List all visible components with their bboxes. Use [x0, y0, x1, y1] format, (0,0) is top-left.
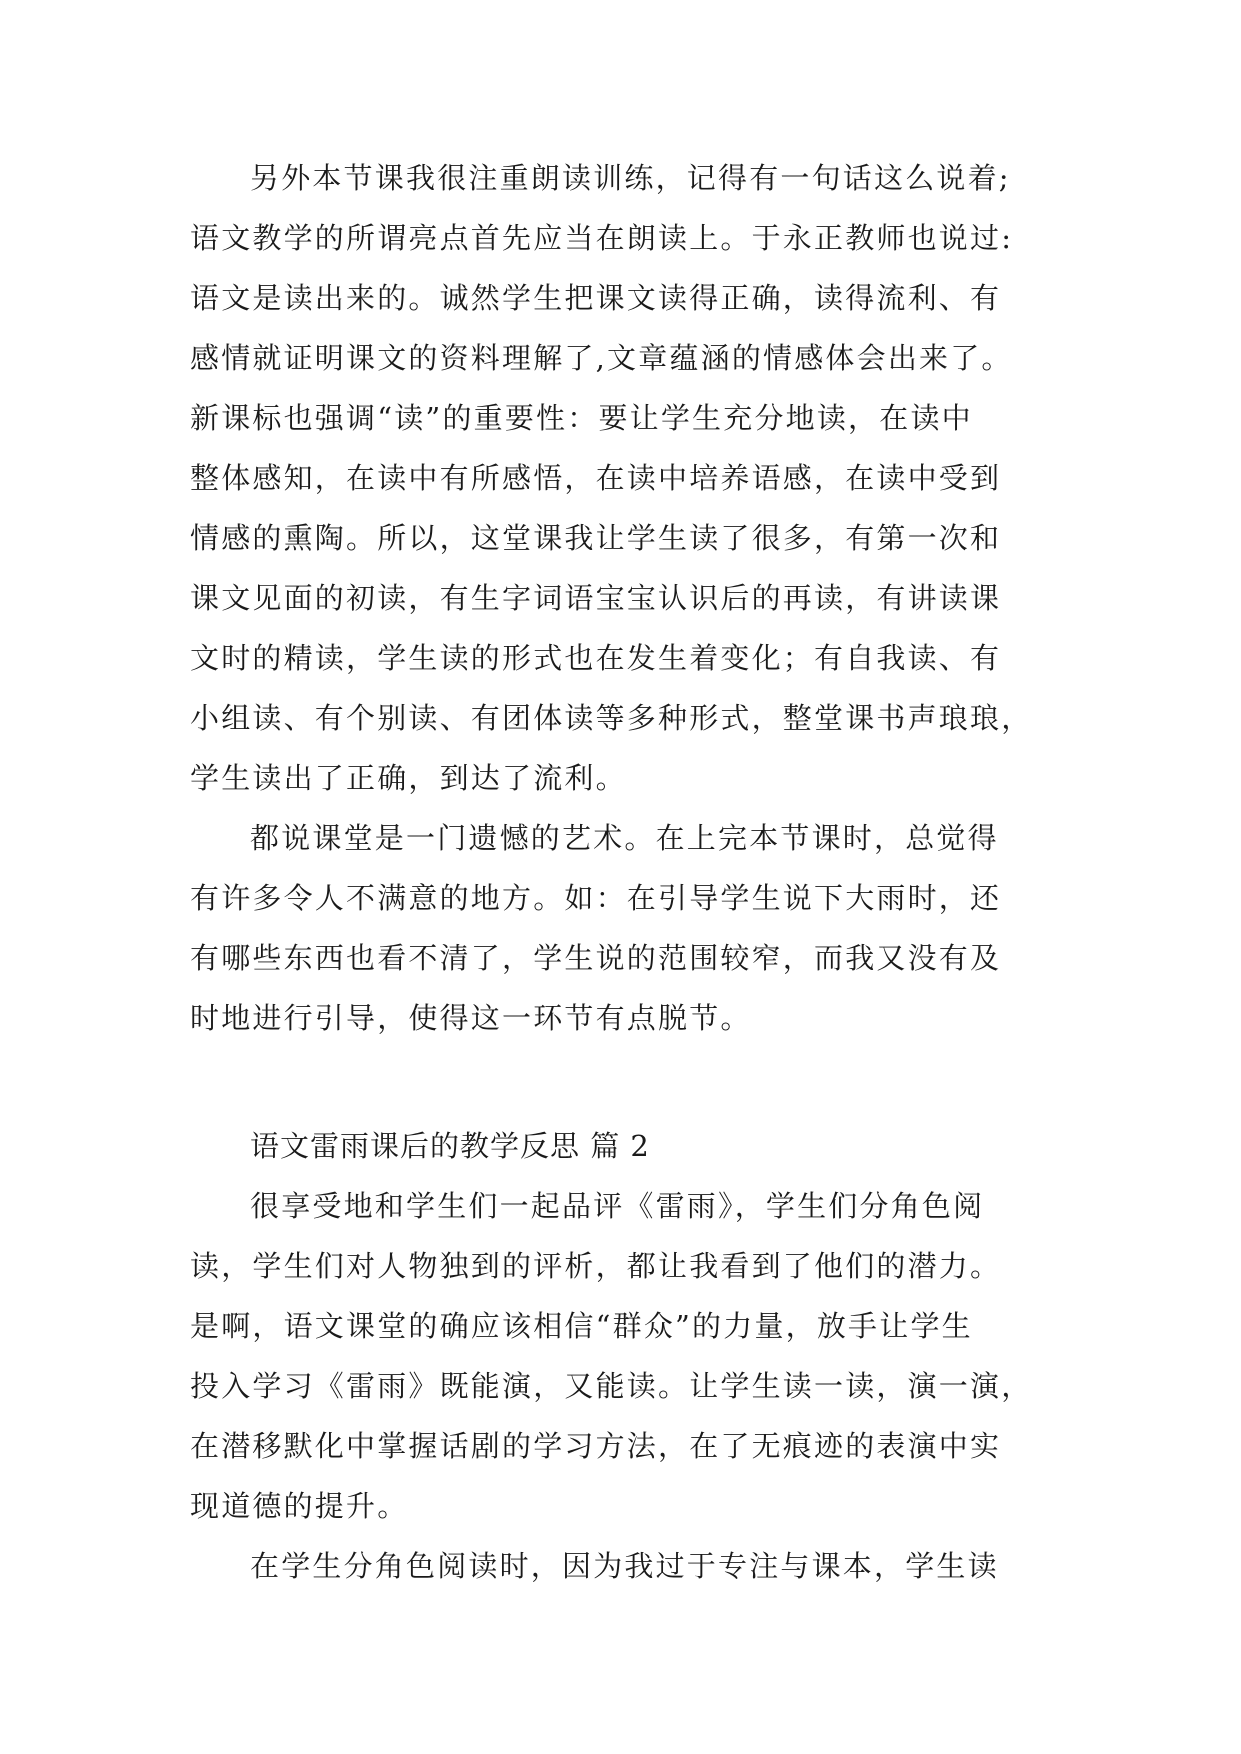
- paragraph-line: 情感的熏陶。所以，这堂课我让学生读了很多，有第一次和: [190, 521, 1002, 555]
- paragraph-line: 有哪些东西也看不清了，学生说的范围较窄，而我又没有及: [190, 941, 1002, 975]
- paragraph-line: 现道德的提升。: [190, 1489, 409, 1523]
- paragraph-line: 整体感知，在读中有所感悟，在读中培养语感，在读中受到: [190, 461, 1002, 495]
- paragraph-line: 读，学生们对人物独到的评析，都让我看到了他们的潜力。: [190, 1249, 1002, 1283]
- section-heading: 语文雷雨课后的教学反思 篇 2: [250, 1129, 650, 1163]
- paragraph-line: 有许多令人不满意的地方。如：在引导学生说下大雨时，还: [190, 881, 1002, 915]
- paragraph-line: 语文是读出来的。诚然学生把课文读得正确，读得流利、有: [190, 281, 1002, 315]
- paragraph-line: 新课标也强调“读”的重要性：要让学生充分地读，在读中: [190, 401, 973, 435]
- paragraph-line: 都说课堂是一门遗憾的艺术。在上完本节课时，总觉得: [250, 821, 999, 855]
- paragraph-line: 很享受地和学生们一起品评《雷雨》，学生们分角色阅: [250, 1189, 985, 1223]
- paragraph-line: 投入学习《雷雨》既能演，又能读。让学生读一读，演一演，: [190, 1369, 1033, 1403]
- paragraph-line: 是啊，语文课堂的确应该相信“群众”的力量，放手让学生: [190, 1309, 973, 1343]
- paragraph-line: 课文见面的初读，有生字词语宝宝认识后的再读，有讲读课: [190, 581, 1002, 615]
- paragraph-line: 另外本节课我很注重朗读训练，记得有一句话这么说着;: [250, 161, 1011, 195]
- paragraph-line: 小组读、有个别读、有团体读等多种形式，整堂课书声琅琅，: [190, 701, 1033, 735]
- paragraph-line: 在潜移默化中掌握话剧的学习方法，在了无痕迹的表演中实: [190, 1429, 1002, 1463]
- paragraph-line: 学生读出了正确，到达了流利。: [190, 761, 627, 795]
- paragraph-line: 文时的精读，学生读的形式也在发生着变化；有自我读、有: [190, 641, 1002, 675]
- paragraph-line: 语文教学的所谓亮点首先应当在朗读上。于永正教师也说过:: [190, 221, 1014, 255]
- paragraph-line: 感情就证明课文的资料理解了,文章蕴涵的情感体会出来了。: [190, 341, 1013, 375]
- paragraph-line: 在学生分角色阅读时，因为我过于专注与课本，学生读: [250, 1549, 999, 1583]
- paragraph-line: 时地进行引导，使得这一环节有点脱节。: [190, 1001, 752, 1035]
